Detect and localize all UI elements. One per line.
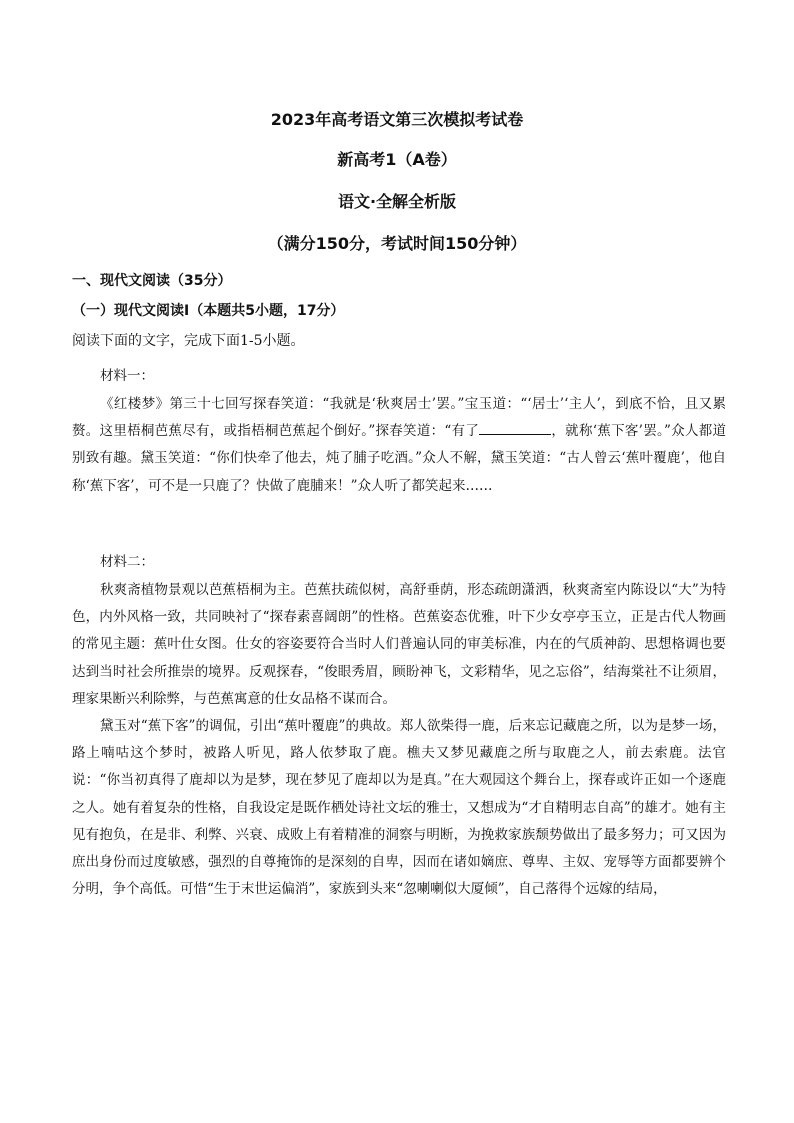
material1-text-part1: 《红楼梦》第三十七回写探春笑道：“我就是‘秋爽居士’罢。”宝玉道：“‘居士’‘主人’，到底不恰，且又累赘。这里梧桐芭蕉尽有，或指梧桐芭蕉起个倒好。”探春笑道：“有了: [72, 396, 726, 440]
material1-text: [72, 391, 726, 500]
material1-label: 材料一：: [100, 368, 154, 384]
instruction-text: 阅读下面的文字，完成下面1-5小题。: [72, 333, 305, 349]
material2-paragraph-2: 黛玉对“蕉下客”的调侃，引出“蕉叶覆鹿”的典故。郑人欲柴得一鹿，后来忘记藏鹿之所，以为是梦一场，路上喃咕这个梦时，被路人听见，路人依梦取了鹿。樵夫又梦见藏鹿之所与取鹿之人，前去索鹿。法官说：“你当初真得了鹿却以为是梦，现在梦见了鹿却以为是真。”在大观园这个舞台上，探春或许正如一个逐鹿之人。她有着复杂的性格，自我设定是既作栖处诗社文坛的雅士，又想成为“才自精明志自高”的雄才。她有主见有抱负，在是非、利弊、兴衰、成败上有着精准的洞察与明断，为挽救家族颓势做出了最多努力；可又因为庶出身份而过度敏感，强烈的自尊掩饰的是深刻的自卑，因而在诸如嫡庶、尊卑、主奴、宠辱等方面都要辨个分明，争个高低。可惜“生于末世运偏消”，家族到头来“忽喇喇似大厦倾”，自己落得个远嫁的结局，: [72, 718, 726, 898]
material2-label: 材料二：: [100, 554, 154, 570]
section-heading: 一、现代文阅读（35分）: [72, 273, 232, 289]
material1-text-part2: ，就称‘蕉下客’罢。”众人都道别致有趣。黛玉笑道：“你们快牵了他去，炖了脯子吃酒。”众人不解，黛玉笑道：“古人曾云‘蕉叶覆鹿’，他自称‘蕉下客’，可不是一只鹿了？快做了鹿脯来！”众人听了都笑起来……: [72, 423, 727, 494]
exam-subtitle: 新高考1（A卷）: [337, 150, 457, 169]
material1-paragraph: [72, 391, 726, 500]
material2-paragraph-1: 秋爽斋植物景观以芭蕉梧桐为主。芭蕉扶疏似树，高舒垂荫，形态疏朗潇洒，秋爽斋室内陈设以“大”为特色，内外风格一致，共同映衬了“探春素喜阔朗”的性格。芭蕉姿态优雅，叶下少女亭亭玉立，正是古代人物画的常见主题：蕉叶仕女图。仕女的容姿要符合当时人们普遍认同的审美标准，内在的气质神韵、思想格调也要达到当时社会所推崇的境界。反观探春，“俊眼秀眉，顾盼神飞，文彩精华，见之忘俗”，结海棠社不让须眉，理家果断兴利除弊，与芭蕉寓意的仕女品格不谋而合。: [72, 582, 726, 707]
fill-blank: [479, 420, 551, 435]
material2-text: [72, 577, 726, 903]
exam-title: 2023年高考语文第三次模拟考试卷: [270, 110, 524, 129]
exam-edition: 语文·全解全析版: [337, 192, 457, 211]
sub-section-heading: （一）现代文阅读Ⅰ（本题共5小题，17分）: [72, 303, 345, 319]
exam-score-time: （满分150分，考试时间150分钟）: [267, 234, 527, 253]
